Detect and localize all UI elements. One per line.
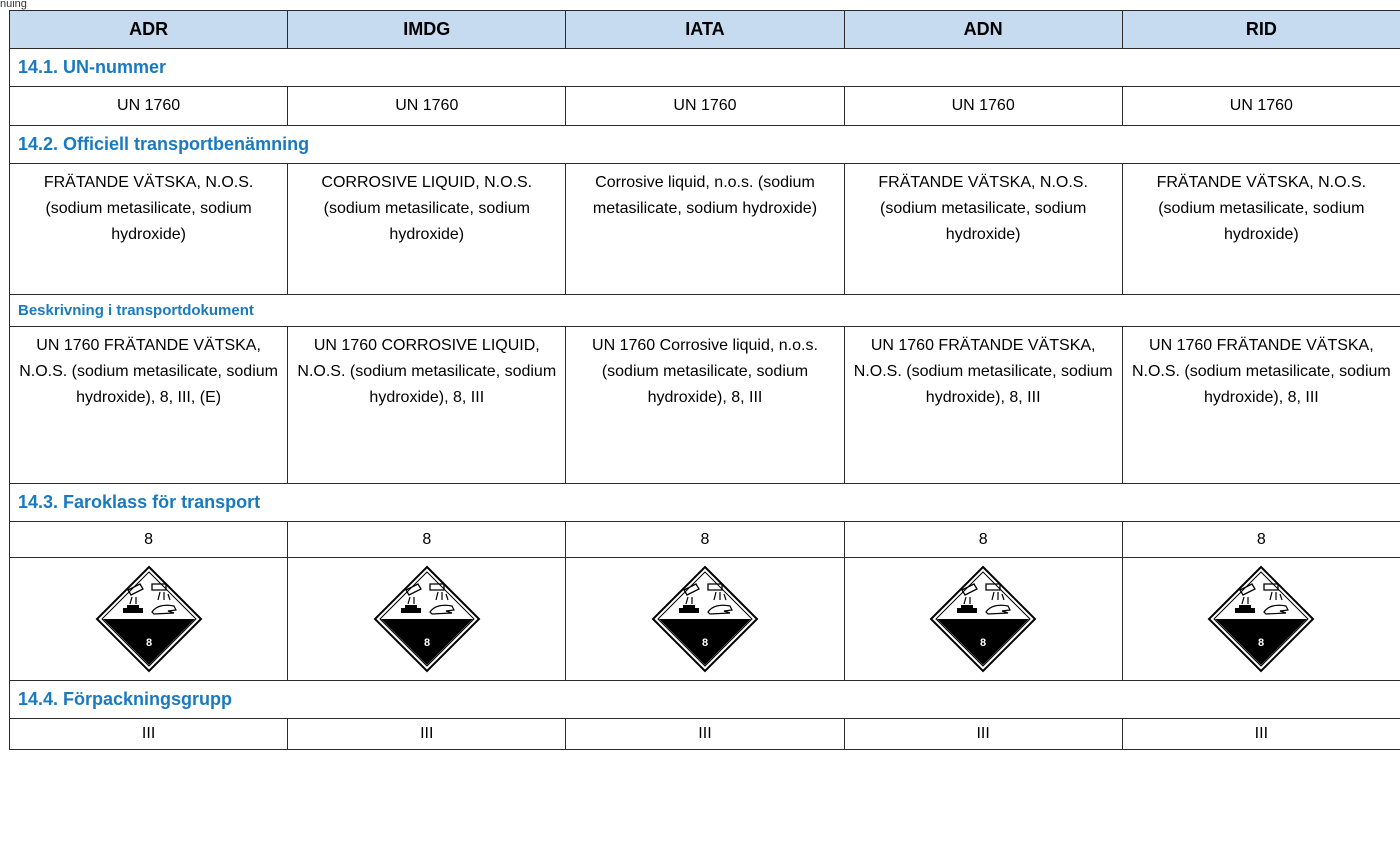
corrosive-class-8-icon [94, 564, 204, 674]
hazard-class-rid: 8 [1122, 522, 1400, 558]
corrosive-class-8-icon [928, 564, 1038, 674]
continued-note: nuing [0, 0, 27, 10]
section-un-number: 14.1. UN-nummer [10, 49, 1400, 87]
corrosive-class-8-icon [1206, 564, 1316, 674]
transport-doc-adn: UN 1760 FRÄTANDE VÄTSKA, N.O.S. (sodium metasilicate, sodium hydroxide), 8, III [844, 327, 1122, 484]
packing-group-iata: III [566, 719, 844, 750]
pictogram-class-label: 8 [1258, 637, 1265, 649]
section-transport-doc: Beskrivning i transportdokument [10, 295, 1400, 327]
pictogram-cell [10, 558, 288, 681]
hazard-class-adr: 8 [10, 522, 288, 558]
pictogram-cell [566, 558, 844, 681]
hazard-class-adn: 8 [844, 522, 1122, 558]
section-row [10, 126, 1400, 164]
section-row [10, 295, 1400, 327]
transport-doc-iata: UN 1760 Corrosive liquid, n.o.s. (sodium metasilicate, sodium hydroxide), 8, III [566, 327, 844, 484]
corrosive-class-8-icon [650, 564, 760, 674]
pictogram-cell [844, 558, 1122, 681]
header-adr: ADR [10, 11, 288, 49]
section-row [10, 681, 1400, 719]
header-row [10, 11, 1400, 49]
packing-group-adn: III [844, 719, 1122, 750]
pictogram-row [10, 558, 1400, 681]
table-row [10, 164, 1400, 295]
pictogram-class-label: 8 [423, 637, 430, 649]
shipping-name-adr: FRÄTANDE VÄTSKA, N.O.S. (sodium metasilicate, sodium hydroxide) [10, 164, 288, 295]
table-row [10, 719, 1400, 750]
hazard-class-iata: 8 [566, 522, 844, 558]
transport-doc-adr: UN 1760 FRÄTANDE VÄTSKA, N.O.S. (sodium metasilicate, sodium hydroxide), 8, III, (E) [10, 327, 288, 484]
packing-group-adr: III [10, 719, 288, 750]
header-imdg: IMDG [288, 11, 566, 49]
shipping-name-iata: Corrosive liquid, n.o.s. (sodium metasilicate, sodium hydroxide) [566, 164, 844, 295]
corrosive-class-8-icon [372, 564, 482, 674]
table-row [10, 522, 1400, 558]
transport-doc-rid: UN 1760 FRÄTANDE VÄTSKA, N.O.S. (sodium metasilicate, sodium hydroxide), 8, III [1122, 327, 1400, 484]
un-number-iata: UN 1760 [566, 87, 844, 126]
packing-group-rid: III [1122, 719, 1400, 750]
section-row [10, 484, 1400, 522]
pictogram-class-label: 8 [701, 637, 709, 649]
un-number-imdg: UN 1760 [288, 87, 566, 126]
hazard-class-imdg: 8 [288, 522, 566, 558]
un-number-adn: UN 1760 [844, 87, 1122, 126]
pictogram-cell [1122, 558, 1400, 681]
header-adn: ADN [844, 11, 1122, 49]
transport-doc-imdg: UN 1760 CORROSIVE LIQUID, N.O.S. (sodium metasilicate, sodium hydroxide), 8, III [288, 327, 566, 484]
shipping-name-adn: FRÄTANDE VÄTSKA, N.O.S. (sodium metasilicate, sodium hydroxide) [844, 164, 1122, 295]
section-row [10, 49, 1400, 87]
shipping-name-imdg: CORROSIVE LIQUID, N.O.S. (sodium metasilicate, sodium hydroxide) [288, 164, 566, 295]
packing-group-imdg: III [288, 719, 566, 750]
pictogram-class-label: 8 [980, 637, 987, 649]
pictogram-cell [288, 558, 566, 681]
un-number-adr: UN 1760 [10, 87, 288, 126]
table-row [10, 87, 1400, 126]
section-hazard-class: 14.3. Faroklass för transport [10, 484, 1400, 522]
shipping-name-rid: FRÄTANDE VÄTSKA, N.O.S. (sodium metasilicate, sodium hydroxide) [1122, 164, 1400, 295]
table-row [10, 327, 1400, 484]
transport-info-table [9, 10, 1400, 750]
section-packing-group: 14.4. Förpackningsgrupp [10, 681, 1400, 719]
un-number-rid: UN 1760 [1122, 87, 1400, 126]
section-shipping-name: 14.2. Officiell transportbenämning [10, 126, 1400, 164]
pictogram-class-label: 8 [145, 637, 152, 649]
header-iata: IATA [566, 11, 844, 49]
header-rid: RID [1122, 11, 1400, 49]
